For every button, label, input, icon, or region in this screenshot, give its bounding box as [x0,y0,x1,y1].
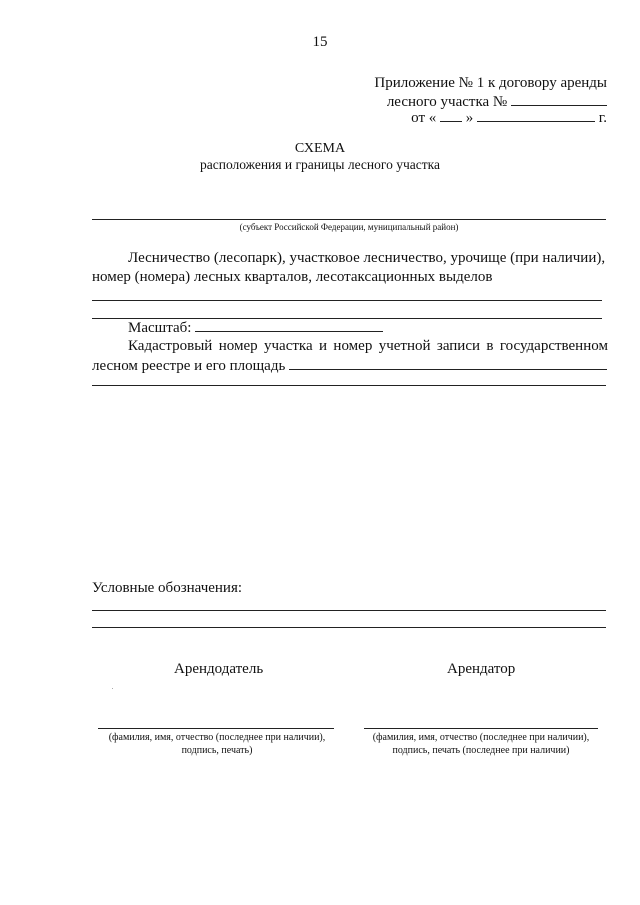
tenant-signature-line [364,728,598,729]
appendix-title: Приложение № 1 к договору аренды [374,75,607,91]
cadastral-blank-line-2 [92,385,606,386]
landlord-signature-caption [92,731,342,757]
date-close-quote: » [465,110,474,126]
scale-field [128,319,383,337]
scale-label: Масштаб: [128,320,192,336]
scan-speck [112,688,113,689]
cadastral-blank [289,357,607,370]
cadastral-word: государственном [499,338,608,354]
date-open-quote: от « [411,110,437,126]
scheme-subheading: расположения и границы лесного участка [200,157,440,172]
landlord-caption-line2: подпись, печать) [181,745,253,756]
date-month-year-blank [477,109,595,122]
legend-blank-line-2 [92,627,606,628]
cadastral-word: учетной [378,338,431,354]
cadastral-word: записи [436,338,481,354]
cadastral-word: Кадастровый [128,338,213,354]
tenant-caption-line2: подпись, печать (последнее при наличии) [392,745,570,756]
cadastral-text-line2 [92,357,607,375]
tenant-label: Арендатор [447,661,516,677]
cadastral-word: номер [218,338,258,354]
legend-blank-line-1 [92,610,606,611]
scale-blank [195,319,383,332]
legend-label: Условные обозначения: [92,580,243,596]
appendix-date [411,109,607,127]
subject-caption: (субъект Российской Федерации, муниципальный район) [239,222,459,232]
cadastral-line2-label: лесном реестре и его площадь [92,358,286,374]
appendix-lot-label: лесного участка № [386,94,508,110]
cadastral-text-line1 [128,338,608,355]
cadastral-word: и [319,338,328,354]
landlord-caption-line1: (фамилия, имя, отчество (последнее при наличии), [108,732,326,743]
scheme-heading: СХЕМА [294,141,346,156]
tenant-caption-line1: (фамилия, имя, отчество (последнее при наличии), [372,732,590,743]
cadastral-word: участка [264,338,313,354]
lot-number-blank [511,93,607,106]
page-number: 15 [312,34,328,50]
forestry-text-line1: Лесничество (лесопарк), участковое лесничество, урочище (при наличии), [128,250,606,266]
forestry-text-line2: номер (номера) лесных кварталов, лесотаксационных выделов [92,269,493,285]
cadastral-word: в [486,338,494,354]
forestry-blank-line-1 [92,300,602,301]
tenant-signature-caption [356,731,606,757]
landlord-label: Арендодатель [174,661,264,677]
cadastral-word: номер [333,338,373,354]
landlord-signature-line [98,728,334,729]
subject-blank-line [92,219,606,220]
date-year-suffix: г. [598,110,607,126]
date-day-blank [440,109,462,122]
